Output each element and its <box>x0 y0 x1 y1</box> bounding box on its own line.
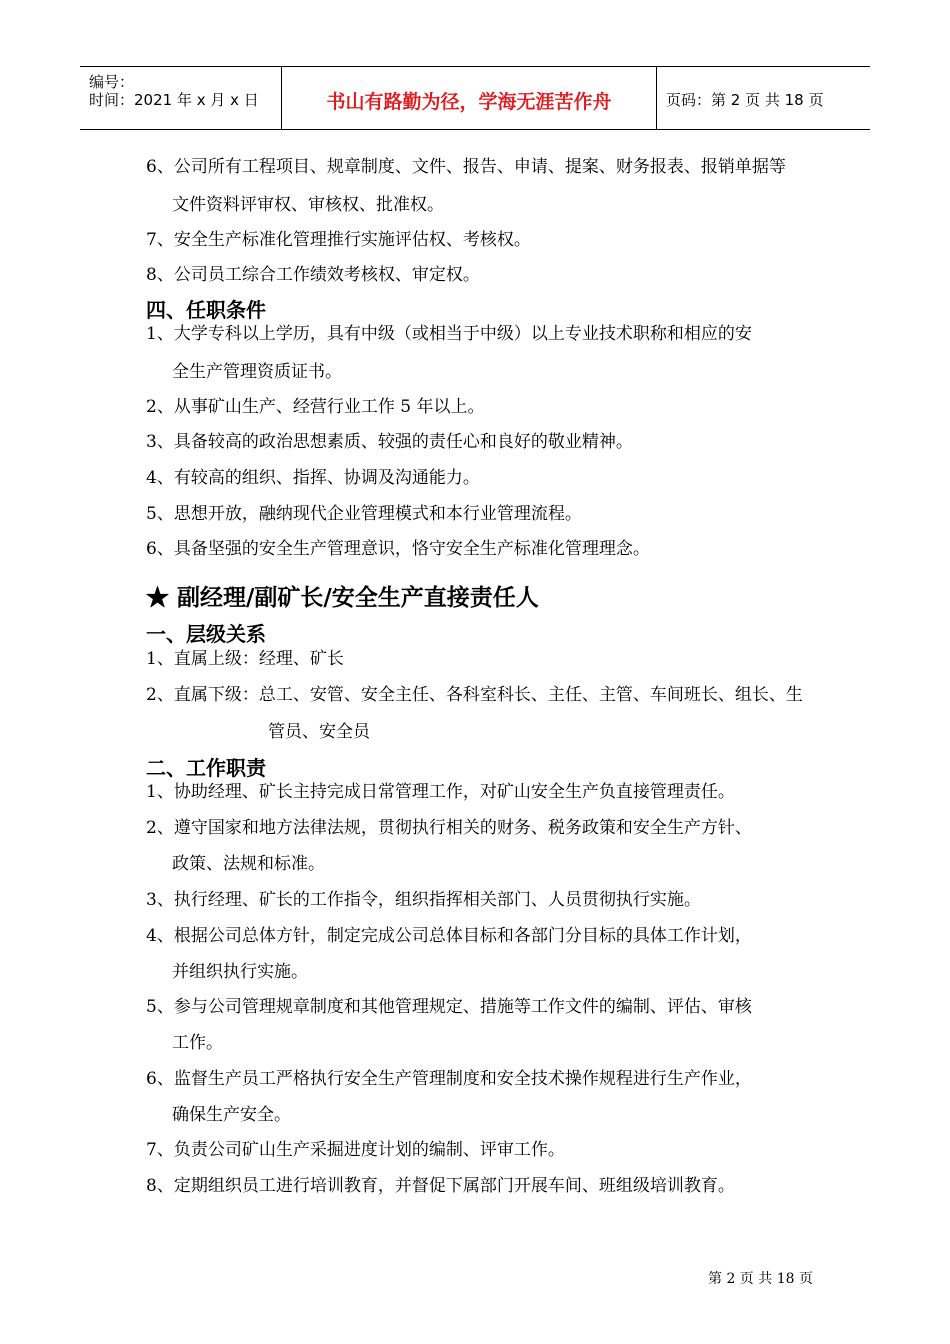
document-date-label: 时间：2021 年 x 月 x 日 <box>89 91 259 109</box>
list-item: 3、执行经理、矿长的工作指令，组织指挥相关部门、人员贯彻执行实施。 <box>146 890 701 910</box>
list-item: 5、参与公司管理规章制度和其他管理规定、措施等工作文件的编制、评估、审核 <box>146 997 752 1017</box>
document-number-label: 编号： <box>89 73 135 91</box>
header-page-code: 页码：第 2 页 共 18 页 <box>666 91 824 109</box>
list-item: 8、公司员工综合工作绩效考核权、审定权。 <box>146 265 480 285</box>
section-heading-duties: 二、工作职责 <box>146 756 266 780</box>
header-left-cell <box>80 67 281 129</box>
list-item: 1、大学专科以上学历，具有中级（或相当于中级）以上专业技术职称和相应的安 <box>146 324 752 344</box>
list-item: 1、协助经理、矿长主持完成日常管理工作，对矿山安全生产负直接管理责任。 <box>146 782 735 802</box>
header-motto: 书山有路勤为径，学海无涯苦作舟 <box>326 91 612 113</box>
list-item-continuation: 文件资料评审权、审核权、批准权。 <box>172 195 444 215</box>
list-item: 2、从事矿山生产、经营行业工作 5 年以上。 <box>146 397 485 417</box>
section-heading-hierarchy: 一、层级关系 <box>146 622 266 646</box>
list-item: 4、有较高的组织、指挥、协调及沟通能力。 <box>146 468 480 488</box>
list-item: 8、定期组织员工进行培训教育，并督促下属部门开展车间、班组级培训教育。 <box>146 1176 735 1196</box>
document-header <box>80 66 870 130</box>
list-item-continuation: 政策、法规和标准。 <box>172 854 325 874</box>
list-item: 6、具备坚强的安全生产管理意识，恪守安全生产标准化管理理念。 <box>146 539 650 559</box>
list-item: 5、思想开放，融纳现代企业管理模式和本行业管理流程。 <box>146 504 582 524</box>
list-item-continuation: 工作。 <box>172 1033 223 1053</box>
list-item-continuation: 并组织执行实施。 <box>172 962 308 982</box>
list-item: 1、直属上级：经理、矿长 <box>146 649 344 669</box>
list-item: 3、具备较高的政治思想素质、较强的责任心和良好的敬业精神。 <box>146 432 633 452</box>
list-item: 2、遵守国家和地方法律法规，贯彻执行相关的财务、税务政策和安全生产方针、 <box>146 818 752 838</box>
header-motto-cell <box>281 67 657 129</box>
list-item: 6、公司所有工程项目、规章制度、文件、报告、申请、提案、财务报表、报销单据等 <box>146 157 786 177</box>
section-heading-qualifications: 四、任职条件 <box>146 298 266 322</box>
list-item: 4、根据公司总体方针，制定完成公司总体目标和各部门分目标的具体工作计划， <box>146 926 752 946</box>
page-footer: 第 2 页 共 18 页 <box>708 1271 813 1287</box>
list-item: 6、监督生产员工严格执行安全生产管理制度和安全技术操作规程进行生产作业， <box>146 1069 752 1089</box>
list-item: 7、负责公司矿山生产采掘进度计划的编制、评审工作。 <box>146 1140 565 1160</box>
header-page-cell <box>656 67 870 129</box>
role-title: ★ 副经理/副矿长/安全生产直接责任人 <box>146 584 539 611</box>
list-item-continuation: 管员、安全员 <box>268 722 370 742</box>
list-item: 2、直属下级：总工、安管、安全主任、各科室科长、主任、主管、车间班长、组长、生 <box>146 685 803 705</box>
list-item-continuation: 确保生产安全。 <box>172 1105 291 1125</box>
list-item-continuation: 全生产管理资质证书。 <box>172 362 342 382</box>
list-item: 7、安全生产标准化管理推行实施评估权、考核权。 <box>146 230 531 250</box>
